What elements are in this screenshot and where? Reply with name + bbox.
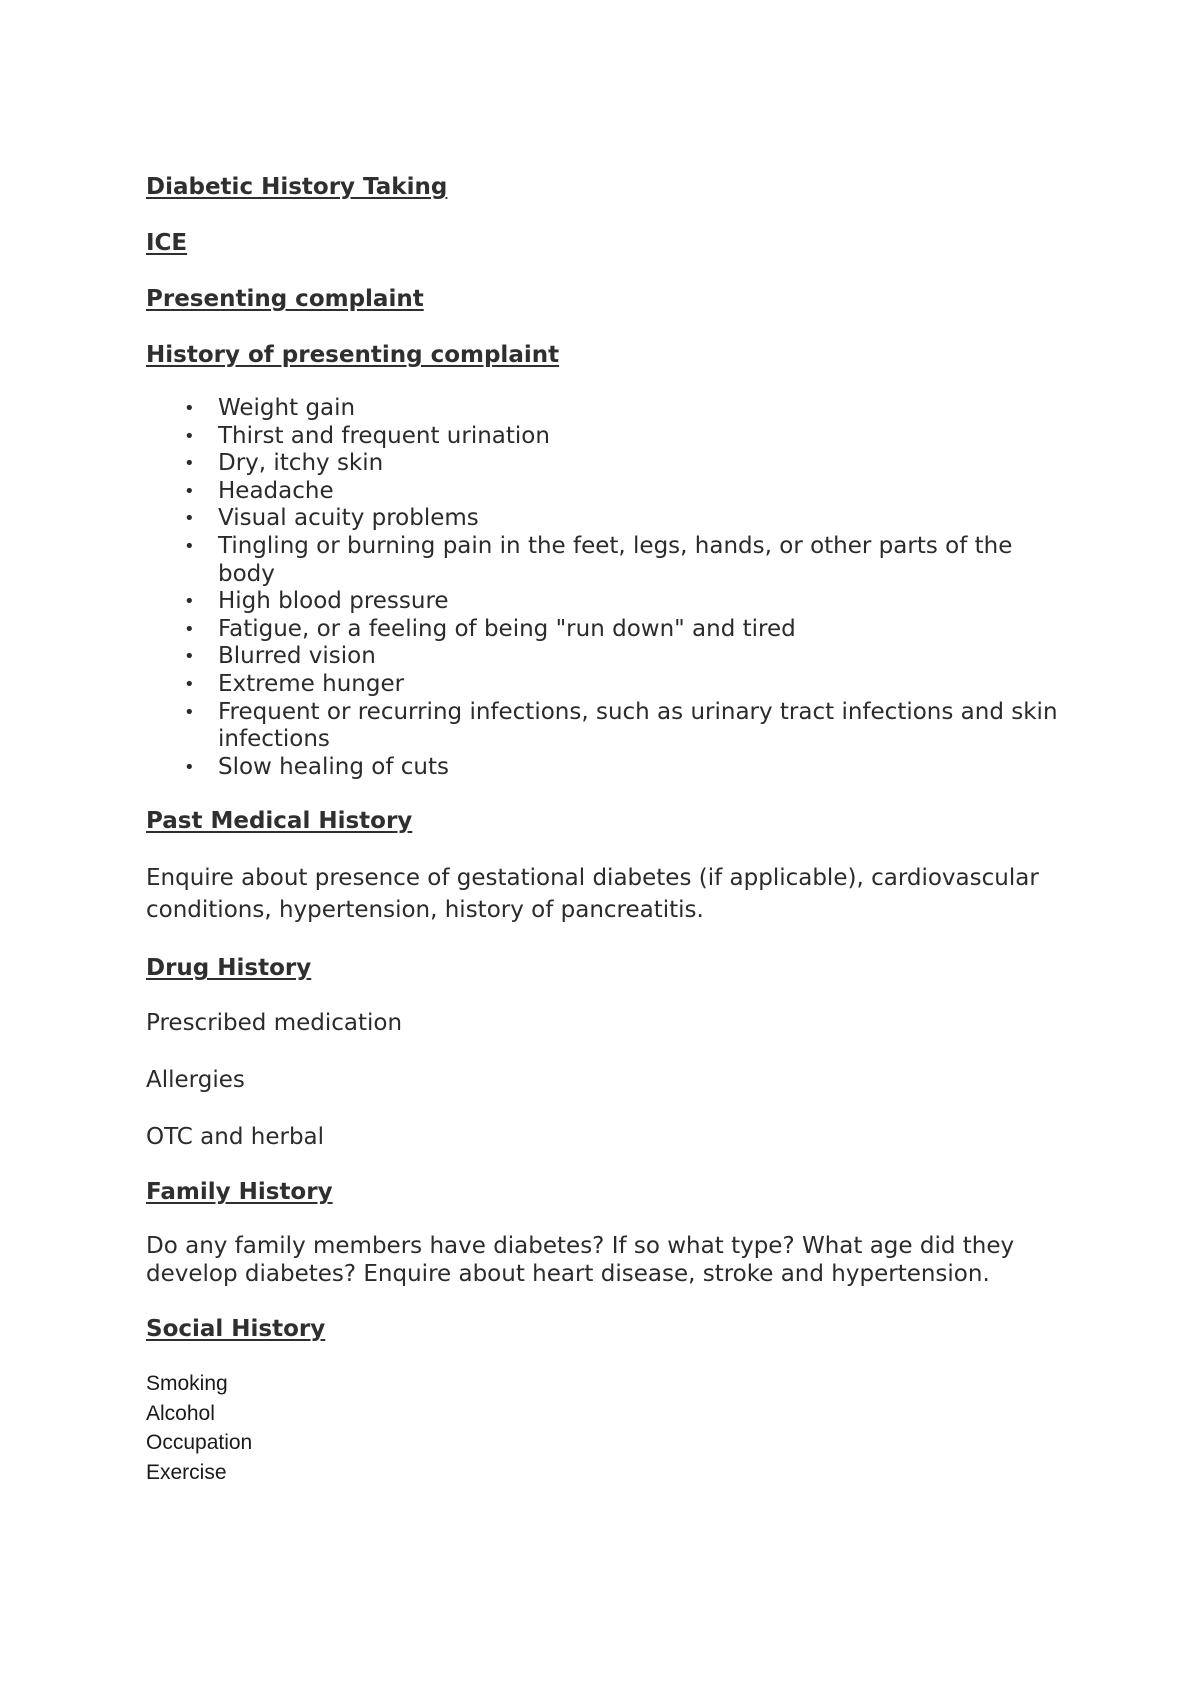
list-item: • Blurred vision — [184, 643, 376, 670]
heading-social-history: Social History — [146, 1316, 326, 1343]
social-history-list — [146, 1369, 1076, 1487]
bullet-icon: • — [184, 425, 195, 447]
bullet-icon: • — [184, 646, 195, 668]
heading-presenting-complaint: Presenting complaint — [146, 286, 424, 312]
document-title: Diabetic History Taking — [146, 174, 448, 200]
list-item: • Tingling or burning pain in the feet, legs, hands, or other parts of the body — [184, 532, 1013, 587]
list-item: • High blood pressure — [184, 588, 449, 615]
bullet-icon: • — [184, 756, 195, 778]
bullet-icon: • — [184, 398, 195, 419]
bullet-icon: • — [184, 673, 195, 695]
list-item: • Visual acuity problems — [184, 505, 479, 532]
bullet-icon: • — [184, 591, 195, 613]
list-item: • Fatigue, or a feeling of being "run down" and tired — [184, 615, 796, 642]
pmh-text: Enquire about presence of gestational diabetes (if applicable), cardiovascular conditions, hypertension, history of pancreatitis. — [146, 865, 1039, 924]
heading-past-medical-history: Past Medical History — [146, 808, 413, 835]
bullet-icon: • — [184, 508, 195, 530]
drug-history-item: Prescribed medication — [146, 1010, 403, 1037]
drug-history-item: OTC and herbal — [146, 1124, 325, 1151]
bullet-icon: • — [184, 453, 195, 475]
social-history-item: Alcohol — [146, 1401, 215, 1425]
list-item: • Headache — [184, 477, 334, 504]
list-item: • Dry, itchy skin — [184, 450, 384, 477]
list-item: • Frequent or recurring infections, such as urinary tract infections and skin infections — [184, 698, 1058, 753]
list-item: • Slow healing of cuts — [184, 753, 449, 780]
family-history-text: Do any family members have diabetes? If so what type? What age did they develop diabetes? Enquire about heart disease, stroke and hypertension. — [146, 1233, 1015, 1288]
bullet-icon: • — [184, 535, 195, 557]
heading-history-of-presenting-complaint: History of presenting complaint — [146, 342, 560, 368]
bullet-icon: • — [184, 480, 195, 502]
list-item: • Extreme hunger — [184, 670, 405, 697]
social-history-item: Smoking — [146, 1372, 228, 1396]
bullet-icon: • — [184, 701, 195, 723]
list-item: • Weight gain — [184, 395, 356, 421]
heading-ice: ICE — [146, 230, 188, 256]
symptom-list — [146, 395, 1076, 781]
list-item: • Thirst and frequent urination — [184, 422, 550, 449]
drug-history-item: Allergies — [146, 1067, 245, 1094]
social-history-item: Occupation — [146, 1431, 253, 1455]
heading-family-history: Family History — [146, 1179, 333, 1206]
bullet-icon: • — [184, 618, 195, 640]
heading-drug-history: Drug History — [146, 955, 312, 982]
document-page — [146, 172, 1076, 1487]
social-history-item: Exercise — [146, 1460, 227, 1484]
